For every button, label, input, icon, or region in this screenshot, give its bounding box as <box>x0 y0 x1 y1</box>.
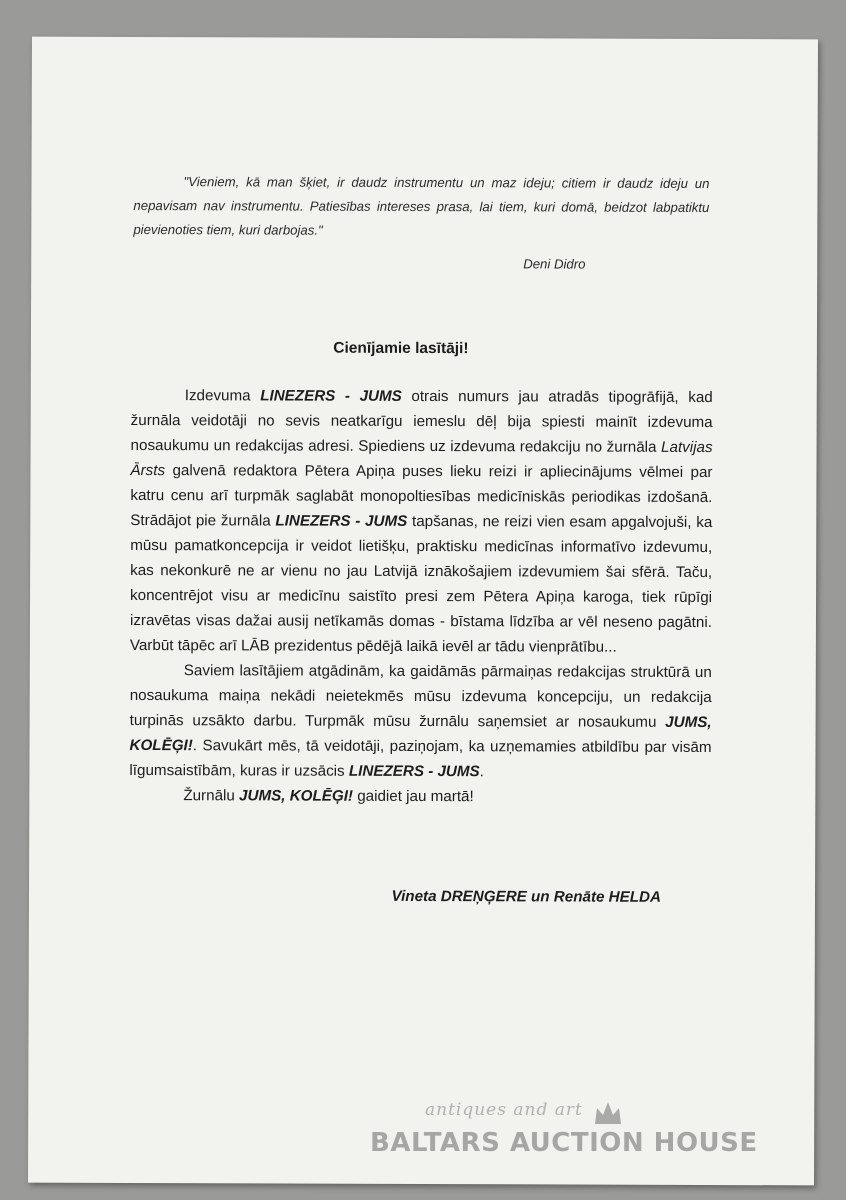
magazine-name: LINEZERS - JUMS <box>275 512 408 530</box>
text-run: . <box>479 763 484 781</box>
signature: Vineta DREŅĢERE un Renāte HELDA <box>391 887 662 906</box>
watermark-tagline: antiques and art <box>425 1100 583 1120</box>
paragraph-2 <box>129 658 711 785</box>
text-run: galvenā redaktora Pētera Apiņa puses lieku reizi ir apliecinājums vēlmei par katru cenu arī turpmāk saglabāt monopoltiesības medicīniskās periodikas izdošanā. Strādājot pie žurnāla <box>130 462 713 530</box>
epigraph-quote: "Vieniem, kā man šķiet, ir daudz instrumentu un maz ideju; citiem ir daudz ideju un nepavisam nav instrumentu. Patiesības intereses prasa, lai tiem, kuri domā, beidzot labpatiktu pievienoties tiem, kuri darbojas." <box>133 174 710 238</box>
letter-body <box>129 383 712 810</box>
text-run: otrais numurs jau atradās tipogrāfijā, kad žurnāla veidotāji no sevis neatkarīgu iemeslu dēļ bija spiesti mainīt izdevuma nosaukumu un redakcijas adresi. Spiediens uz izdevuma redakciju no žurnāla <box>130 387 713 456</box>
text-run: tapšanas, ne reizi vien esam apgalvojuši, ka mūsu pamatkoncepcija ir veidot lietišķu, praktisku medicīnas informatīvo izdevumu, kas nekonkurē ne ar vienu no jau Latvijā iznākošajiem izdevumiem šai sfērā. Taču, koncentrējot visu ar medicīnu saistīto presi zem Pētera Apiņa karoga, tiek rūpīgi izravētas visas dažai ausij netīkamās domas - bīstama līdzība ar vēl neseno pagātni. Varbūt tāpēc arī LĀB prezidentus pēdējā laikā ievēl ar tādu vienprātību... <box>129 512 713 656</box>
auction-watermark <box>370 1098 810 1178</box>
paragraph-1 <box>130 383 713 660</box>
text-run: Izdevuma <box>184 387 261 405</box>
magazine-name: JUMS, KOLĒĢI! <box>239 787 354 805</box>
crown-icon <box>592 1098 624 1128</box>
document-page <box>28 37 818 1186</box>
magazine-name: LINEZERS - JUMS <box>260 387 402 405</box>
text-run: gaidiet jau martā! <box>352 787 474 806</box>
text-run: Žurnālu <box>183 787 240 805</box>
epigraph-author: Deni Didro <box>523 256 586 272</box>
watermark-brand: BALTARS AUCTION HOUSE <box>370 1128 758 1158</box>
journal-name: Latvijas Ārsts <box>130 438 713 480</box>
paragraph-3 <box>129 783 711 810</box>
magazine-name: LINEZERS - JUMS <box>348 762 480 781</box>
text-run: . Savukārt mēs, tā veidotāji, paziņojam, ka uzņemamies atbildību par visām līgumsaistībām, kuras ir uzsācis <box>129 737 712 780</box>
magazine-name: JUMS, KOLĒĢI! <box>129 713 712 755</box>
letter-heading: Cienījamie lasītāji! <box>333 339 469 358</box>
text-run: Saviem lasītājiem atgādinām, ka gaidāmās pārmaiņas redakcijas struktūrā un nosaukuma maiņa nekādi neietekmēs mūsu izdevuma koncepciju, un redakcija turpinās uzsākto darbu. Turpmāk mūsu žurnālu saņemsiet ar nosaukumu <box>129 662 712 731</box>
